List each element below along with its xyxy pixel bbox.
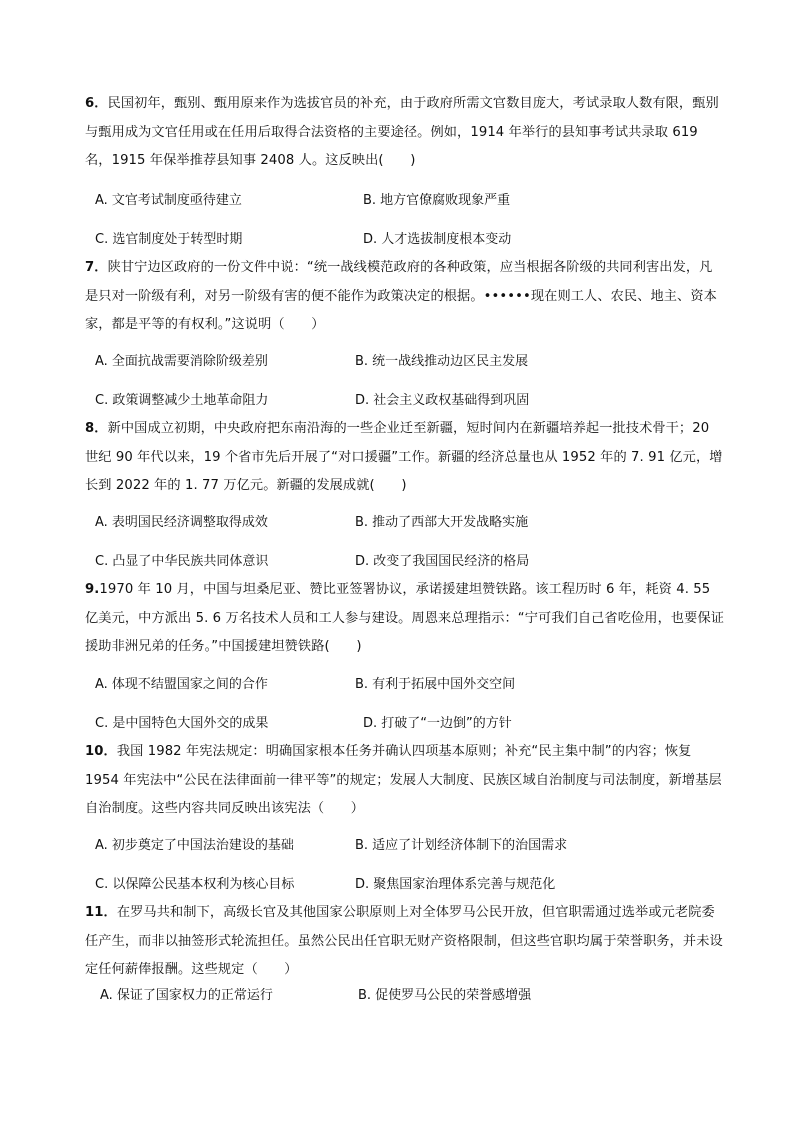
question-7-stem	[85, 254, 725, 340]
question-number: 6．	[85, 96, 108, 111]
question-7-option-b: B. 统一战线推动边区民主发展	[355, 354, 529, 369]
question-8-option-d: D. 改变了我国国民经济的格局	[355, 554, 530, 569]
question-number: 11．	[85, 905, 117, 920]
question-6-option-b: B. 地方官僚腐败现象严重	[363, 193, 511, 208]
question-number: 10．	[85, 744, 117, 759]
question-10-option-b: B. 适应了计划经济体制下的治国需求	[355, 838, 568, 853]
question-8-option-b: B. 推动了西部大开发战略实施	[355, 515, 529, 530]
question-9-option-b: B. 有利于拓展中国外交空间	[355, 677, 516, 692]
question-7-option-c: C. 政策调整减少土地革命阻力	[95, 393, 269, 408]
question-number: 7．	[85, 260, 108, 275]
question-11-option-b: B. 促使罗马公民的荣誉感增强	[358, 988, 532, 1003]
question-text: 在罗马共和制下，高级长官及其他国家公职原则上对全体罗马公民开放，但官职需通过选举或元老院委任产生，而非以抽签形式轮流担任。虽然公民出任官职无财产资格限制，但这些官职均属于荣誉职务，并未设定任何薪俸报酬。这些规定（ ）	[85, 905, 723, 977]
question-10-option-c: C. 以保障公民基本权利为核心目标	[95, 877, 295, 892]
question-9-option-c: C. 是中国特色大国外交的成果	[95, 716, 269, 731]
question-6-option-a: A. 文官考试制度亟待建立	[95, 193, 242, 208]
question-6-stem	[85, 90, 725, 176]
question-9-option-a: A. 体现不结盟国家之间的合作	[95, 677, 268, 692]
question-10-stem	[85, 738, 725, 824]
question-6-option-c: C. 选官制度处于转型时期	[95, 232, 243, 247]
question-text: 新中国成立初期，中央政府把东南沿海的一些企业迁至新疆，短时间内在新疆培养起一批技术骨干；20 世纪 90 年代以来，19 个省市先后开展了“对口援疆”工作。新疆的经济总量也从 1952 年的 7. 91 亿元，增长到 2022 年的 1. 77 万亿元。新疆的发展成就( )	[85, 421, 723, 493]
question-text: 1970 年 10 月，中国与坦桑尼亚、赞比亚签署协议，承诺援建坦赞铁路。该工程历时 6 年，耗资 4. 55 亿美元，中方派出 5. 6 万名技术人员和工人参与建设。周恩来总理指示：“宁可我们自己省吃俭用，也要保证援助非洲兄弟的任务。”中国援建坦赞铁路( )	[85, 582, 725, 654]
question-11-option-a: A. 保证了国家权力的正常运行	[100, 988, 273, 1003]
question-11-stem	[85, 899, 725, 985]
question-9-stem	[85, 576, 725, 662]
question-text: 陕甘宁边区政府的一份文件中说：“统一战线模范政府的各种政策，应当根据各阶级的共同利害出发，凡是只对一阶级有利，对另一阶级有害的便不能作为政策决定的根据。••••••现在则工人、农民、地主、资本家，都是平等的有权利。”这说明（ ）	[85, 260, 717, 332]
question-7-option-d: D. 社会主义政权基础得到巩固	[355, 393, 530, 408]
question-10-option-d: D. 聚焦国家治理体系完善与规范化	[355, 877, 556, 892]
question-7-option-a: A. 全面抗战需要消除阶级差别	[95, 354, 268, 369]
question-number: 9.	[85, 582, 100, 597]
question-6-option-d: D. 人才选拔制度根本变动	[363, 232, 512, 247]
question-8-stem	[85, 415, 725, 501]
question-10-option-a: A. 初步奠定了中国法治建设的基础	[95, 838, 294, 853]
question-8-option-c: C. 凸显了中华民族共同体意识	[95, 554, 269, 569]
question-text: 我国 1982 年宪法规定：明确国家根本任务并确认四项基本原则；补充“民主集中制”的内容；恢复 1954 年宪法中“公民在法律面前一律平等”的规定；发展人大制度、民族区域自治制度与司法制度，新增基层自治制度。这些内容共同反映出该宪法（ ）	[85, 744, 722, 816]
question-8-option-a: A. 表明国民经济调整取得成效	[95, 515, 268, 530]
question-text: 民国初年，甄别、甄用原来作为选拔官员的补充，由于政府所需文官数目庞大，考试录取人数有限，甄别与甄用成为文官任用或在任用后取得合法资格的主要途径。例如，1914 年举行的县知事考试共录取 619 名，1915 年保举推荐县知事 2408 人。这反映出( )	[85, 96, 719, 168]
question-number: 8．	[85, 421, 108, 436]
question-9-option-d: D. 打破了“一边倒”的方针	[363, 716, 512, 731]
